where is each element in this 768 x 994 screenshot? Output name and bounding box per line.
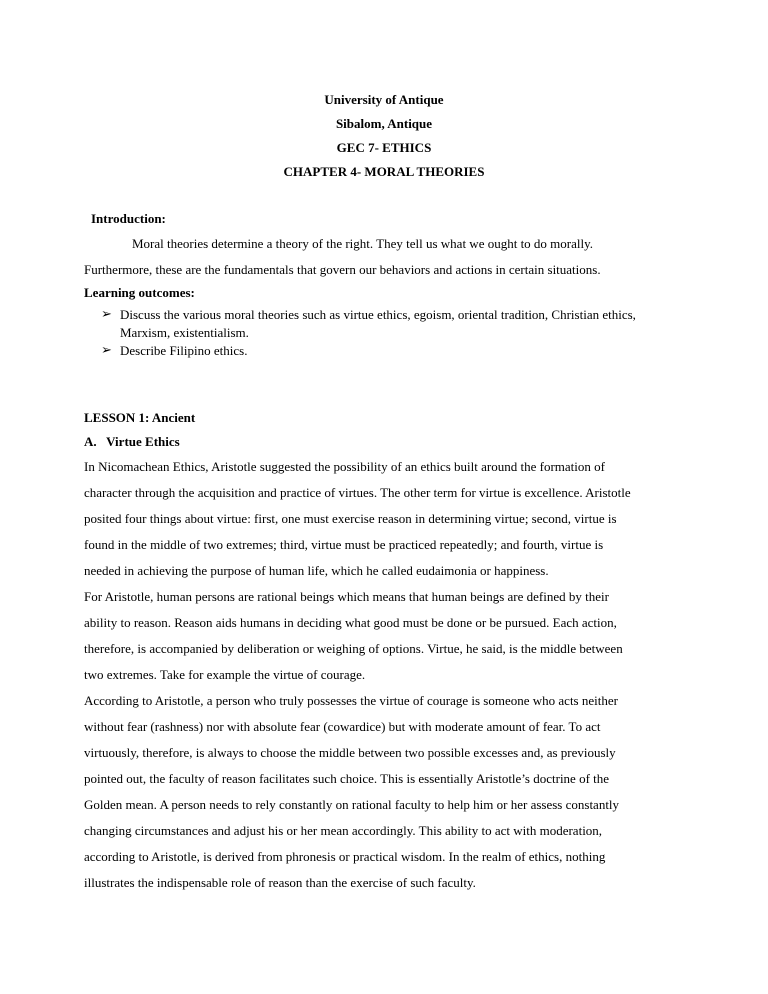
introduction-heading: Introduction: [91,211,166,226]
introduction-line-2: Furthermore, these are the fundamentals that govern our behaviors and actions in certain situations. [84,262,601,277]
section-title: A. Virtue Ethics [84,434,180,449]
bullet-arrow-icon: ➢ [101,306,112,321]
body-text-line: Golden mean. A person needs to rely constantly on rational faculty to help him or her assess constantly [84,797,620,812]
course-title: GEC 7- ETHICS [336,140,432,155]
university-name: University of Antique [324,92,444,107]
body-text-line: changing circumstances and adjust his or her mean accordingly. This ability to act with moderation, [84,823,603,838]
learning-outcomes-heading: Learning outcomes: [84,285,195,300]
learning-outcome-item: Describe Filipino ethics. [120,343,248,358]
body-text-line: therefore, is accompanied by deliberation or weighing of options. Virtue, he said, is the middle between [84,641,623,656]
body-text-line: character through the acquisition and practice of virtues. The other term for virtue is excellence. Aristotle [84,485,631,500]
body-text-line: For Aristotle, human persons are rational beings which means that human beings are defined by their [84,589,609,604]
body-text-line: According to Aristotle, a person who truly possesses the virtue of courage is someone who acts neither [84,693,618,708]
body-text-line: two extremes. Take for example the virtue of courage. [84,667,366,682]
body-text-line: illustrates the indispensable role of reason than the exercise of such faculty. [84,875,476,890]
introduction-line-1: Moral theories determine a theory of the right. They tell us what we ought to do morally. [132,236,594,251]
body-text-line: pointed out, the faculty of reason facilitates such choice. This is essentially Aristotle’s doctrine of the [84,771,610,786]
chapter-title: CHAPTER 4- MORAL THEORIES [283,164,485,179]
university-location: Sibalom, Antique [335,116,433,131]
body-text-line: needed in achieving the purpose of human life, which he called eudaimonia or happiness. [84,563,549,578]
bullet-arrow-icon: ➢ [101,342,112,357]
body-text-line: posited four things about virtue: first, one must exercise reason in determining virtue; second, virtue is [84,511,617,526]
body-text-line: according to Aristotle, is derived from phronesis or practical wisdom. In the realm of ethics, nothing [84,849,606,864]
lesson-title: LESSON 1: Ancient [84,410,196,425]
learning-outcome-item: Discuss the various moral theories such as virtue ethics, egoism, oriental tradition, Christian ethics, Marxism, existentialism. [120,307,636,340]
body-text-line: ability to reason. Reason aids humans in deciding what good must be done or be pursued. Each action, [84,615,617,630]
body-text-line: virtuously, therefore, is always to choose the middle between two possible excesses and, as previously [84,745,616,760]
body-text-line: In Nicomachean Ethics, Aristotle suggested the possibility of an ethics built around the formation of [84,459,605,474]
body-text-line: found in the middle of two extremes; third, virtue must be practiced repeatedly; and fourth, virtue is [84,537,604,552]
body-text-line: without fear (rashness) nor with absolute fear (cowardice) but with moderate amount of fear. To act [84,719,601,734]
